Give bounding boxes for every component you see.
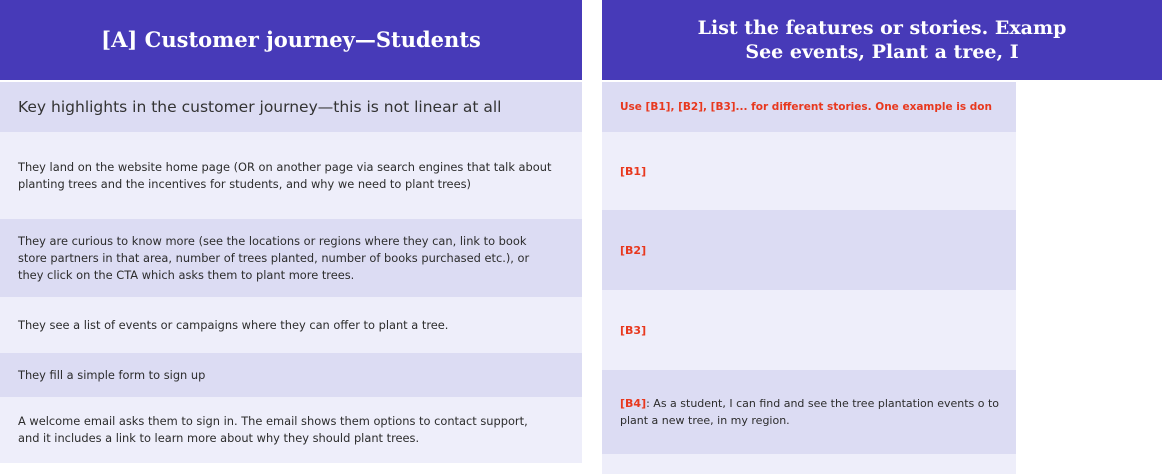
story-b4-body: : As a student, I can find and see the tree plantation events o to plant a new tree, in my region. bbox=[620, 397, 1000, 427]
journey-step-5: A welcome email asks them to sign in. The email shows them options to contact support, and it includes a link to learn more about why they should plant trees. bbox=[0, 397, 582, 463]
story-tag: [B2] bbox=[620, 243, 647, 257]
journey-step-1: They land on the website home page (OR on another page via search engines that talk about planting trees and the incentives for students, and why we need to plant trees) bbox=[0, 132, 582, 219]
story-b1 bbox=[602, 132, 1016, 210]
customer-journey-column bbox=[0, 0, 582, 463]
features-title-line1: List the features or stories. Examp bbox=[697, 17, 1067, 39]
story-b3 bbox=[602, 290, 1016, 370]
story-b4 bbox=[602, 370, 1016, 454]
story-b2 bbox=[602, 210, 1016, 290]
story-b5-placeholder bbox=[602, 454, 1016, 474]
features-instruction: Use [B1], [B2], [B3]... for different stories. One example is don bbox=[602, 82, 1016, 132]
story-tag: [B4] bbox=[620, 397, 647, 410]
journey-step-3: They see a list of events or campaigns where they can offer to plant a tree. bbox=[0, 297, 582, 353]
story-tag: [B1] bbox=[620, 164, 647, 178]
features-column bbox=[602, 0, 1067, 474]
journey-step-2: They are curious to know more (see the locations or regions where they can, link to book store partners in that area, number of trees planted, number of books purchased etc.), or they click on the CTA which asks them to plant more trees. bbox=[0, 219, 582, 297]
features-title bbox=[602, 0, 1162, 80]
journey-step-4: They fill a simple form to sign up bbox=[0, 353, 582, 397]
story-tag: [B3] bbox=[620, 323, 647, 337]
journey-subhead: Key highlights in the customer journey—this is not linear at all bbox=[0, 82, 582, 132]
features-title-line2: See events, Plant a tree, I bbox=[745, 41, 1019, 63]
story-b4-text bbox=[620, 395, 1016, 429]
customer-journey-title: [A] Customer journey—Students bbox=[0, 0, 582, 80]
